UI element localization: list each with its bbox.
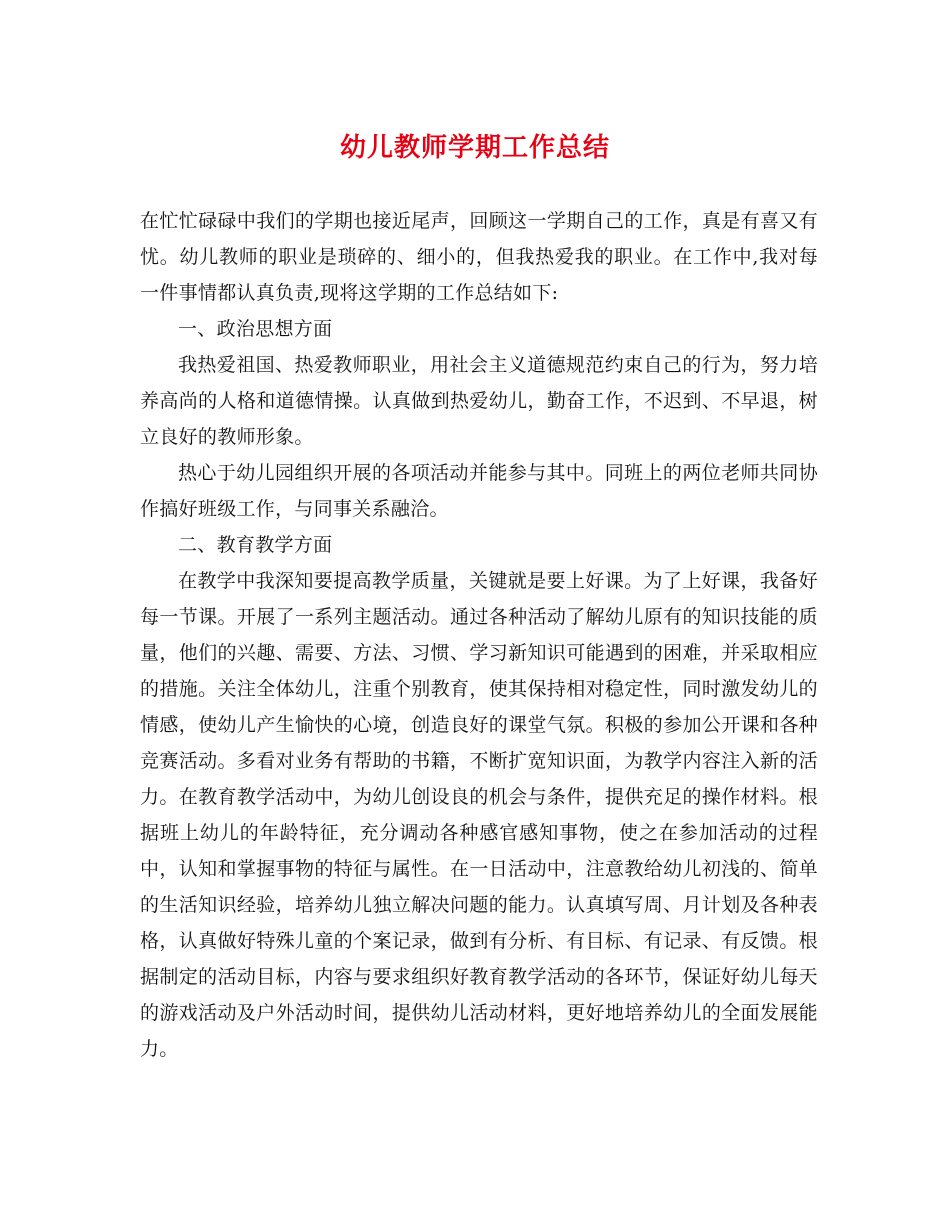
paragraph-politics-2: 热心于幼儿园组织开展的各项活动并能参与其中。同班上的两位老师共同协作搞好班级工作，与同事关系融洽。 <box>140 462 818 520</box>
document-body <box>140 203 818 1067</box>
intro-paragraph: 在忙忙碌碌中我们的学期也接近尾声，回顾这一学期自己的工作，真是有喜又有忧。幼儿教师的职业是琐碎的、细小的，但我热爱我的职业。在工作中,我对每一件事情都认真负责,现将这学期的工作总结如下: <box>140 210 818 304</box>
section-heading-politics: 一、政治思想方面 <box>178 318 333 340</box>
section-heading-teaching: 二、教育教学方面 <box>178 534 333 556</box>
paragraph-teaching-1: 在教学中我深知要提高教学质量，关键就是要上好课。为了上好课，我备好每一节课。开展了一系列主题活动。通过各种活动了解幼儿原有的知识技能的质量，他们的兴趣、需要、方法、习惯、学习新知识可能遇到的困难，并采取相应的措施。关注全体幼儿，注重个别教育，使其保持相对稳定性，同时激发幼儿的情感，使幼儿产生愉快的心境，创造良好的课堂气氛。积极的参加公开课和各种竞赛活动。多看对业务有帮助的书籍，不断扩宽知识面，为教学内容注入新的活力。在教育教学活动中，为幼儿创设良的机会与条件，提供充足的操作材料。根据班上幼儿的年龄特征，充分调动各种感官感知事物，使之在参加活动的过程中，认知和掌握事物的特征与属性。在一日活动中，注意教给幼儿初浅的、简单的生活知识经验，培养幼儿独立解决问题的能力。认真填写周、月计划及各种表格，认真做好特殊儿童的个案记录，做到有分析、有目标、有记录、有反馈。根据制定的活动目标，内容与要求组织好教育教学活动的各环节，保证好幼儿每天的游戏活动及户外活动时间，提供幼儿活动材料，更好地培养幼儿的全面发展能力。 <box>140 570 818 1060</box>
document-title: 幼儿教师学期工作总结 <box>339 133 610 163</box>
paragraph-politics-1: 我热爱祖国、热爱教师职业，用社会主义道德规范约束自己的行为，努力培养高尚的人格和道德情操。认真做到热爱幼儿，勤奋工作，不迟到、不早退，树立良好的教师形象。 <box>140 354 818 448</box>
